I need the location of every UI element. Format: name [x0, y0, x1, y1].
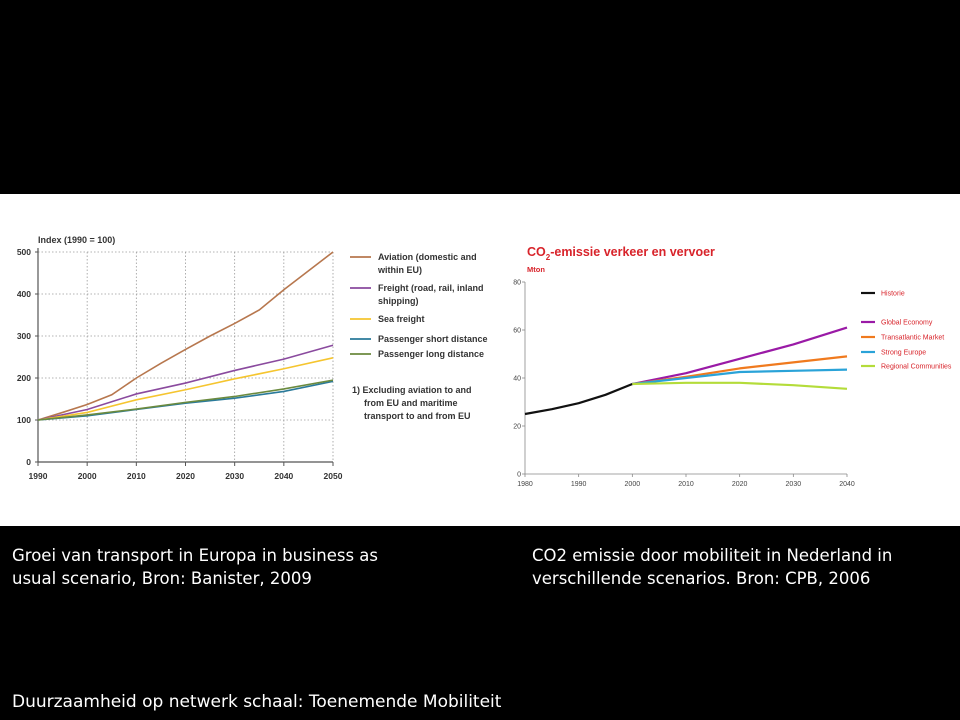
- series-line-2: [38, 345, 333, 420]
- chart-title: [527, 245, 715, 262]
- x-tick-label: 2030: [785, 481, 802, 488]
- caption-left-line1: Groei van transport in Europa in business as: [12, 546, 379, 565]
- y-tick-label: 100: [16, 415, 31, 425]
- series-line-5: [632, 383, 847, 389]
- caption-left: [12, 544, 378, 590]
- legend-label: Freight (road, rail, inland: [378, 283, 484, 293]
- x-tick-label: 2020: [176, 471, 195, 481]
- x-tick-label: 2040: [839, 481, 855, 488]
- x-tick-label: 2030: [225, 471, 245, 481]
- co2-emission-chart: [505, 232, 960, 494]
- x-tick-label: 2000: [77, 471, 97, 481]
- transport-growth-chart: [0, 226, 505, 492]
- y-tick-label: 0: [26, 457, 31, 467]
- legend-label: within EU): [378, 265, 422, 275]
- series-line-2: [632, 328, 847, 384]
- x-tick-label: 1990: [28, 471, 48, 481]
- chart-title-main: CO: [527, 245, 546, 259]
- y-tick-label: 500: [16, 247, 31, 257]
- x-tick-label: 1980: [517, 481, 533, 488]
- y-tick-label: 300: [16, 331, 31, 341]
- x-tick-label: 2050: [323, 471, 343, 481]
- y-tick-label: 400: [16, 289, 31, 299]
- footnote-text: from EU and maritime: [364, 398, 458, 408]
- x-tick-label: 2010: [678, 481, 694, 488]
- y-tick-label: 80: [513, 279, 521, 287]
- caption-right-line1: CO2 emissie door mobiliteit in Nederland in: [532, 546, 893, 565]
- legend-label: Global Economy: [881, 319, 933, 327]
- y-tick-label: 40: [513, 375, 521, 383]
- y-tick-label: 0: [517, 471, 521, 479]
- x-tick-label: 1990: [570, 481, 587, 488]
- caption-right-line2: verschillende scenarios. Bron: CPB, 2006: [532, 569, 871, 588]
- legend-label: Historie: [881, 290, 905, 298]
- y-axis-label: Index (1990 = 100): [38, 235, 116, 245]
- legend-label: Aviation (domestic and: [378, 252, 477, 262]
- y-tick-label: 60: [513, 327, 521, 335]
- x-tick-label: 2040: [274, 471, 294, 481]
- y-tick-label: 200: [16, 373, 31, 383]
- caption-left-line2: usual scenario, Bron: Banister, 2009: [12, 569, 312, 588]
- legend-label: Sea freight: [378, 314, 425, 324]
- slide-footer-title: Duurzaamheid op netwerk schaal: Toenemende Mobiliteit: [12, 692, 502, 712]
- chart-title-subscript: 2: [545, 253, 551, 262]
- legend-label: Strong Europe: [881, 349, 927, 357]
- footnote-text: transport to and from EU: [364, 411, 471, 421]
- legend-label: Transatlantic Market: [881, 334, 945, 342]
- legend-label: shipping): [378, 296, 419, 306]
- footnote-text: 1) Excluding aviation to and: [352, 385, 472, 395]
- legend-label: Regional Communities: [881, 363, 952, 371]
- caption-right: [532, 544, 892, 590]
- x-tick-label: 2010: [126, 471, 146, 481]
- y-axis-unit: Mton: [527, 265, 545, 274]
- y-tick-label: 20: [513, 423, 521, 431]
- chart-title-rest: -emissie verkeer en vervoer: [550, 245, 715, 259]
- series-line-1: [525, 384, 632, 414]
- legend-label: Passenger long distance: [378, 349, 485, 359]
- legend-label: Passenger short distance: [378, 334, 488, 344]
- x-tick-label: 2020: [731, 481, 748, 488]
- x-tick-label: 2000: [624, 481, 641, 488]
